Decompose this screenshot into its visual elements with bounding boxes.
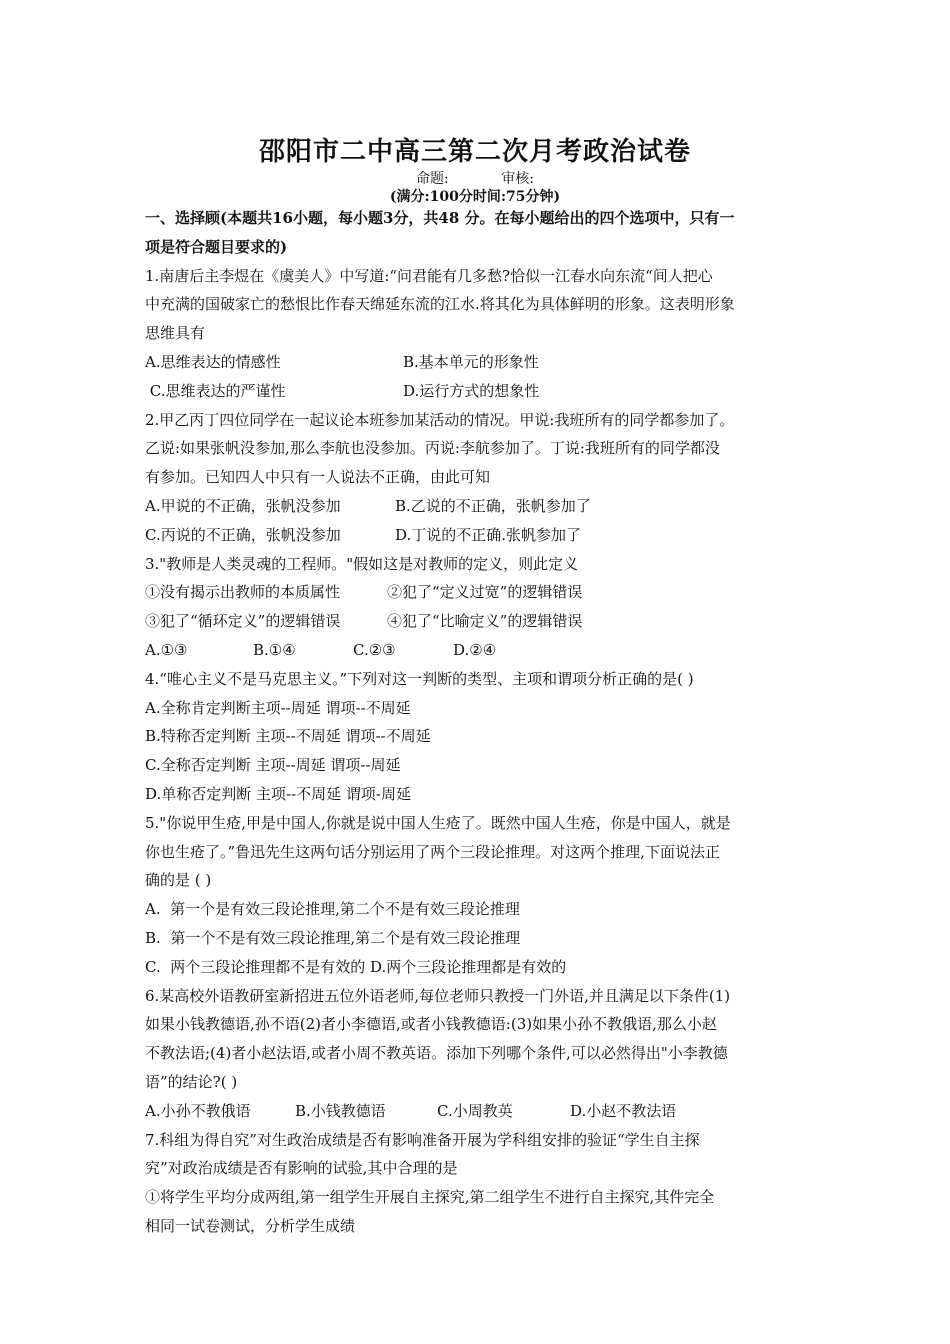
option-item: D.单称否定判断 主项--不周延 谓项-周延 [145, 784, 412, 803]
option-item: C. 两个三段论推理都不是有效的 D.两个三段论推理都是有效的 [145, 957, 567, 976]
option-row [145, 348, 815, 377]
option-item: B.特称否定判断 主项--不周延 谓项--不周延 [145, 727, 431, 746]
option-row [145, 751, 815, 780]
question-4 [145, 665, 815, 809]
option-row [145, 492, 815, 521]
reviewer-label: 审核: [501, 171, 534, 187]
option-item: ②犯了“定义过宽”的逻辑错误 [387, 583, 583, 602]
question-stem-line: 5."你说甲生疮,甲是中国人,你就是说中国人生疮了。既然中国人生疮，你是中国人，就是 [145, 813, 731, 832]
option-item: B. 第一个不是有效三段论推理,第二个是有效三段论推理 [145, 928, 521, 947]
question-list [145, 262, 815, 1241]
option-item: A.甲说的不正确，张帆没参加 [145, 496, 341, 515]
option-item: C.丙说的不正确，张帆没参加 [145, 525, 341, 544]
option-item: C.②③ [353, 640, 396, 659]
option-item: D.丁说的不正确.张帆参加了 [395, 525, 582, 544]
option-item: B.乙说的不正确，张帆参加了 [395, 496, 591, 515]
question-3 [145, 550, 815, 665]
page-title: 邵阳市二中高三第二次月考政治试卷 [258, 137, 691, 167]
question-stem-line: 确的是 ( ) [145, 871, 212, 890]
question-stem-line: 语”的结论?( ) [145, 1072, 238, 1091]
question-7 [145, 1126, 815, 1241]
question-stem-line: 究”对政治成绩是否有影响的试验,其中合理的是 [145, 1159, 458, 1178]
question-stem-line: 你也生疮了。”鲁迅先生这两句话分别运用了两个三段论推理。对这两个推理,下面说法正 [145, 842, 720, 861]
section-heading: 一、选择顾(本题共16小题，每小题3分，共48 分。在每小题给出的四个选项中，只有一 [145, 209, 735, 227]
option-item: D.运行方式的想象性 [403, 381, 540, 400]
option-row [145, 895, 815, 924]
option-row [145, 694, 815, 723]
question-1 [145, 262, 815, 406]
question-stem-line: 不教法语;(4)者小赵法语,或者小周不教英语。添加下列哪个条件,可以必然得出"小李教德 [145, 1044, 728, 1063]
option-item: C.小周教英 [437, 1101, 513, 1120]
option-item: D.小赵不教法语 [570, 1101, 677, 1120]
question-stem-line: 4.“唯心主义不是马克思主义。”下列对这一判断的类型、主项和谓项分析正确的是( ) [145, 669, 694, 688]
option-item: B.基本单元的形象性 [403, 352, 539, 371]
question-stem-line: 6.某高校外语教研室新招进五位外语老师,每位老师只教授一门外语,并且满足以下条件(1) [145, 986, 731, 1005]
option-item: A.全称肯定判断主项--周延 谓项--不周延 [145, 698, 411, 717]
question-stem-line: 如果小钱教德语,孙不语(2)者小李德语,或者小钱教德语:(3)如果小孙不教俄语,那么小赵 [145, 1015, 717, 1034]
question-6 [145, 982, 815, 1126]
option-item: ④犯了“比喻定义”的逻辑错误 [387, 612, 583, 631]
question-stem-line: 相同一试卷测试，分析学生成绩 [145, 1216, 356, 1235]
question-2 [145, 406, 815, 550]
option-item: ①没有揭示出教师的本质属性 [145, 583, 341, 602]
option-row [145, 722, 815, 751]
question-5 [145, 809, 815, 982]
option-item: A.小孙不教俄语 [145, 1101, 251, 1120]
exam-meta [0, 170, 950, 188]
score-line: (满分:100分时间:75分钟) [389, 189, 561, 205]
option-item: B.①④ [253, 640, 296, 659]
question-stem-line: 1.南唐后主李煜在《虞美人》中写道:“问君能有几多愁?恰似一江春水向东流“间人把心 [145, 266, 713, 285]
author-label: 命题: [416, 171, 449, 187]
option-item: C.全称否定判断 主项--周延 谓项--周延 [145, 756, 401, 775]
option-row [145, 521, 815, 550]
option-row [145, 607, 815, 636]
option-item: B.小钱教德语 [295, 1101, 386, 1120]
question-stem-line: 乙说:如果张帆没参加,那么李航也没参加。丙说:李航参加了。丁说:我班所有的同学都没 [145, 439, 720, 458]
option-item: A. 第一个是有效三段论推理,第二个不是有效三段论推理 [145, 900, 520, 919]
option-row [145, 953, 815, 982]
option-row [145, 1097, 815, 1126]
option-item: A.思维表达的情感性 [145, 352, 281, 371]
question-stem-line: 3."教师是人类灵魂的工程师。"假如这是对教师的定义，则此定义 [145, 554, 579, 573]
question-stem-line: 有参加。已知四人中只有一人说法不正确，由此可知 [145, 468, 491, 487]
option-row [145, 924, 815, 953]
question-stem-line: 7.科组为得自究”对生政治成绩是否有影响准备开展为学科组安排的验证“学生自主探 [145, 1130, 700, 1149]
option-item: D.②④ [453, 640, 497, 659]
exam-content [145, 204, 815, 1241]
option-row [145, 377, 815, 406]
option-item: ③犯了“循环定义”的逻辑错误 [145, 612, 341, 631]
option-item: C.思维表达的严谨性 [145, 381, 286, 400]
question-stem-line: 思维具有 [145, 324, 206, 343]
option-row [145, 578, 815, 607]
question-stem-line: 中充满的国破家亡的愁恨比作春天绵延东流的江水.将其化为具体鲜明的形象。这表明形象 [145, 295, 735, 314]
question-stem-line: 2.甲乙丙丁四位同学在一起议论本班参加某活动的情况。甲说:我班所有的同学都参加了。 [145, 410, 735, 429]
section-heading-cont: 项是符合题目要求的) [145, 237, 288, 256]
option-row [145, 780, 815, 809]
option-item: A.①③ [145, 640, 188, 659]
option-row [145, 636, 815, 665]
question-stem-line: ①将学生平均分成两组,第一组学生开展自主探究,第二组学生不进行自主探究,其件完全 [145, 1188, 715, 1207]
